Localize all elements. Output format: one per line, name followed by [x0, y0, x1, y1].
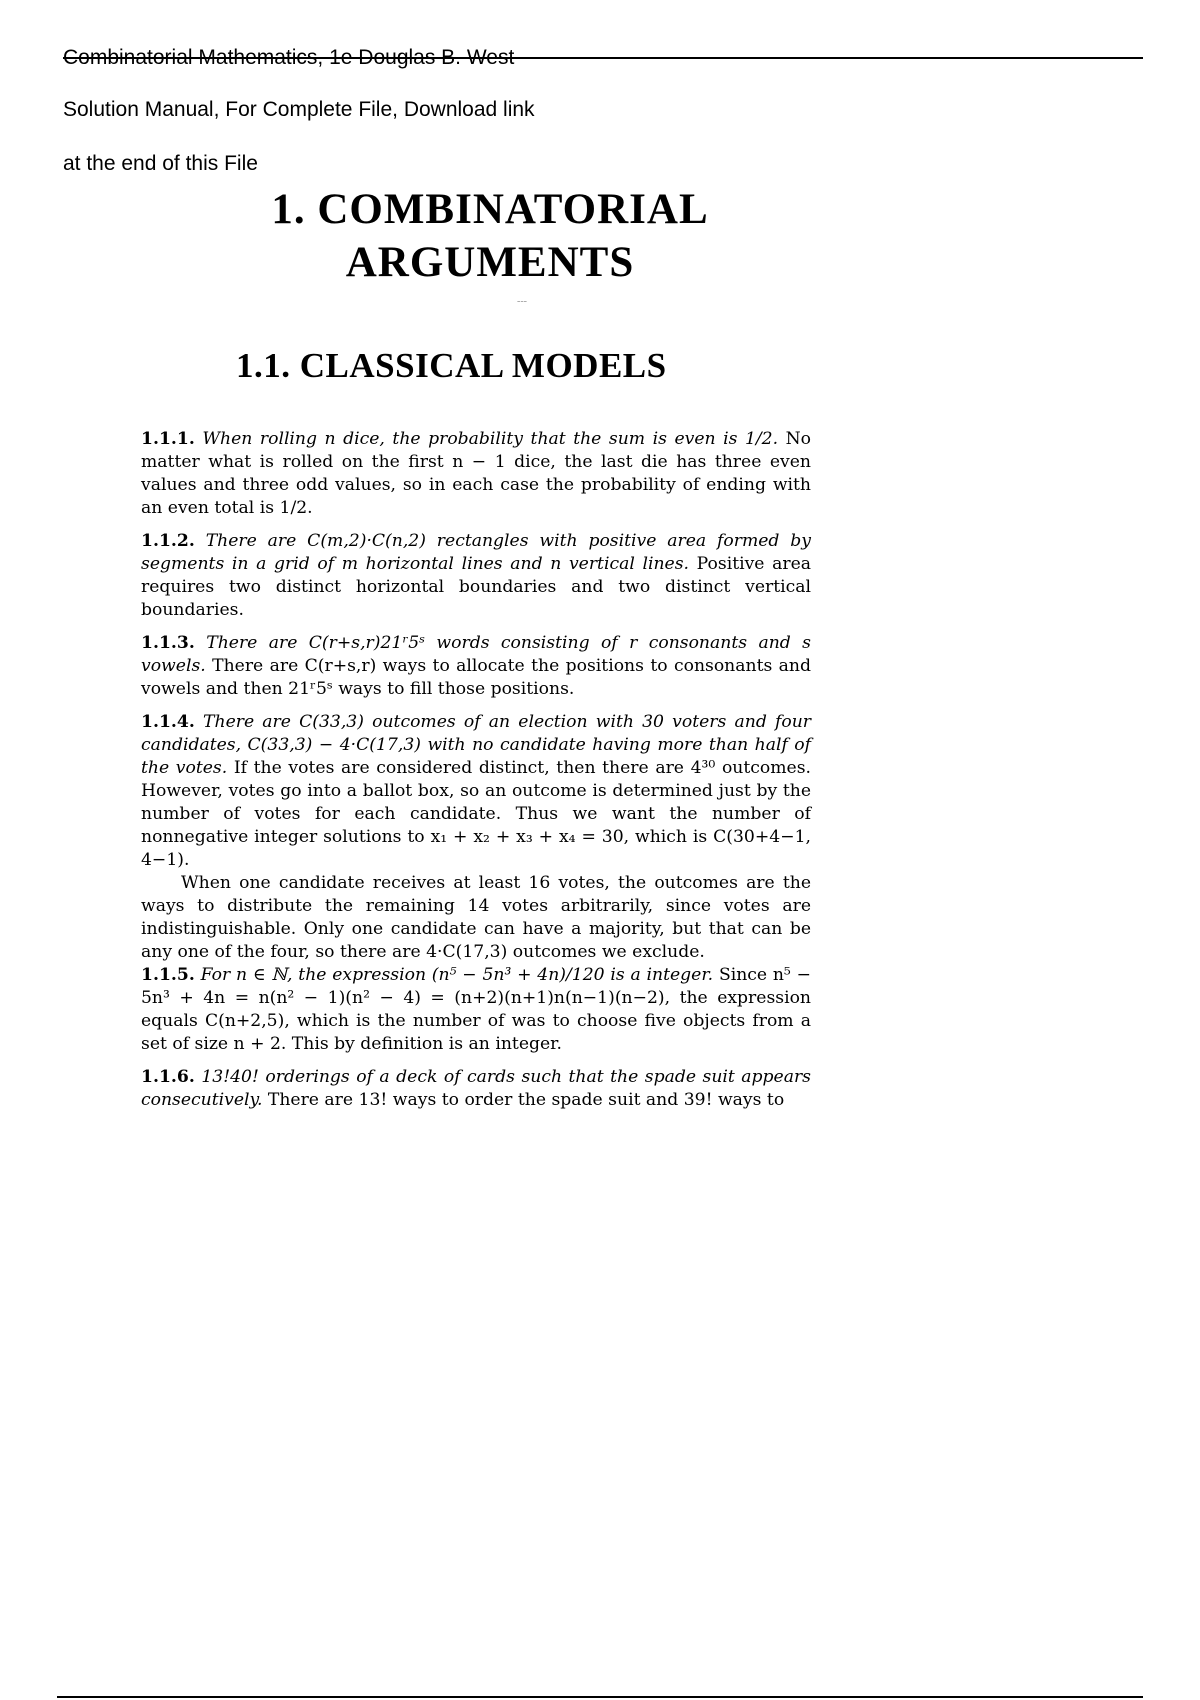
- problem-solution: There are C(r+s,r) ways to allocate the positions to consonants and vowels and then 21ʳ5ˢ ways to fill those positions.: [141, 656, 811, 699]
- problem-solution: If the votes are considered distinct, then there are 4³⁰ outcomes. However, votes go into a ballot box, so an outcome is determined just by the number of votes for each candidate. Thus we want the number of nonnegative integer solutions to x₁ + x₂ + x₃ + x₄ = 30, which is C(30+4−1, 4−1).: [141, 758, 811, 870]
- problem-statement: 13!40! orderings of a deck of cards such that the spade suit appears consecutively.: [141, 1067, 812, 1110]
- chapter-mark: ---: [517, 296, 527, 307]
- problem-solution: Since n⁵ − 5n³ + 4n = n(n² − 1)(n² − 4) = (n+2)(n+1)n(n−1)(n−2), the expression equals C(n+2,5), which is the number of was to choose five objects from a set of size n + 2. This by definition is an integer.: [141, 965, 812, 1054]
- problem-1-1-2: [141, 530, 811, 622]
- problem-number: 1.1.6.: [141, 1067, 195, 1087]
- section-title: 1.1. CLASSICAL MODELS: [236, 346, 667, 385]
- problem-statement: There are C(33,3) outcomes of an election with 30 voters and four candidates, C(33,3) − 4·C(17,3) with no candidate having more than half of the votes.: [141, 712, 811, 778]
- problem-number: 1.1.4.: [141, 712, 195, 732]
- footer-rule: [57, 1696, 1143, 1698]
- chapter-title-line1: 1. COMBINATORIAL: [271, 186, 709, 233]
- problem-1-1-3: [141, 632, 811, 701]
- header-rule: [63, 57, 1143, 59]
- problem-solution: Positive area requires two distinct horizontal boundaries and two distinct vertical boundaries.: [141, 554, 812, 620]
- document-header: [63, 44, 1143, 71]
- problem-statement: There are C(r+s,r)21ʳ5ˢ words consisting of r consonants and s vowels.: [141, 633, 811, 676]
- problem-1-1-4: [141, 711, 811, 872]
- header-download-note-cont: at the end of this File: [63, 152, 258, 175]
- problem-1-1-6: [141, 1066, 811, 1112]
- problem-1-1-1: [141, 428, 811, 520]
- problem-number: 1.1.3.: [141, 633, 195, 653]
- problem-1-1-4-continuation: When one candidate receives at least 16 votes, the outcomes are the ways to distribute the remaining 14 votes arbitrarily, since votes are indistinguishable. Only one candidate can have a majority, but that can be any one of the four, so there are 4·C(17,3) outcomes we exclude.: [141, 873, 811, 962]
- problem-solution: No matter what is rolled on the first n − 1 dice, the last die has three even values and three odd values, so in each case the probability of ending with an even total is 1/2.: [141, 429, 811, 518]
- problem-statement: There are C(m,2)·C(n,2) rectangles with positive area formed by segments in a grid of m horizontal lines and n vertical lines.: [141, 531, 811, 574]
- problem-statement: For n ∈ ℕ, the expression (n⁵ − 5n³ + 4n)/120 is a integer.: [200, 965, 714, 985]
- problem-number: 1.1.2.: [141, 531, 195, 551]
- problem-1-1-5: [141, 964, 811, 1056]
- header-download-note: Solution Manual, For Complete File, Download link: [63, 98, 535, 121]
- problem-list: [141, 428, 811, 1122]
- problem-number: 1.1.1.: [141, 429, 195, 449]
- problem-statement: When rolling n dice, the probability that the sum is even is 1/2.: [202, 429, 779, 449]
- problem-number: 1.1.5.: [141, 965, 195, 985]
- chapter-title: [190, 183, 790, 289]
- chapter-title-line2: ARGUMENTS: [345, 239, 635, 286]
- header-book-title: Combinatorial Mathematics, 1e Douglas B. West: [63, 46, 515, 69]
- problem-solution: There are 13! ways to order the spade suit and 39! ways to: [267, 1090, 785, 1110]
